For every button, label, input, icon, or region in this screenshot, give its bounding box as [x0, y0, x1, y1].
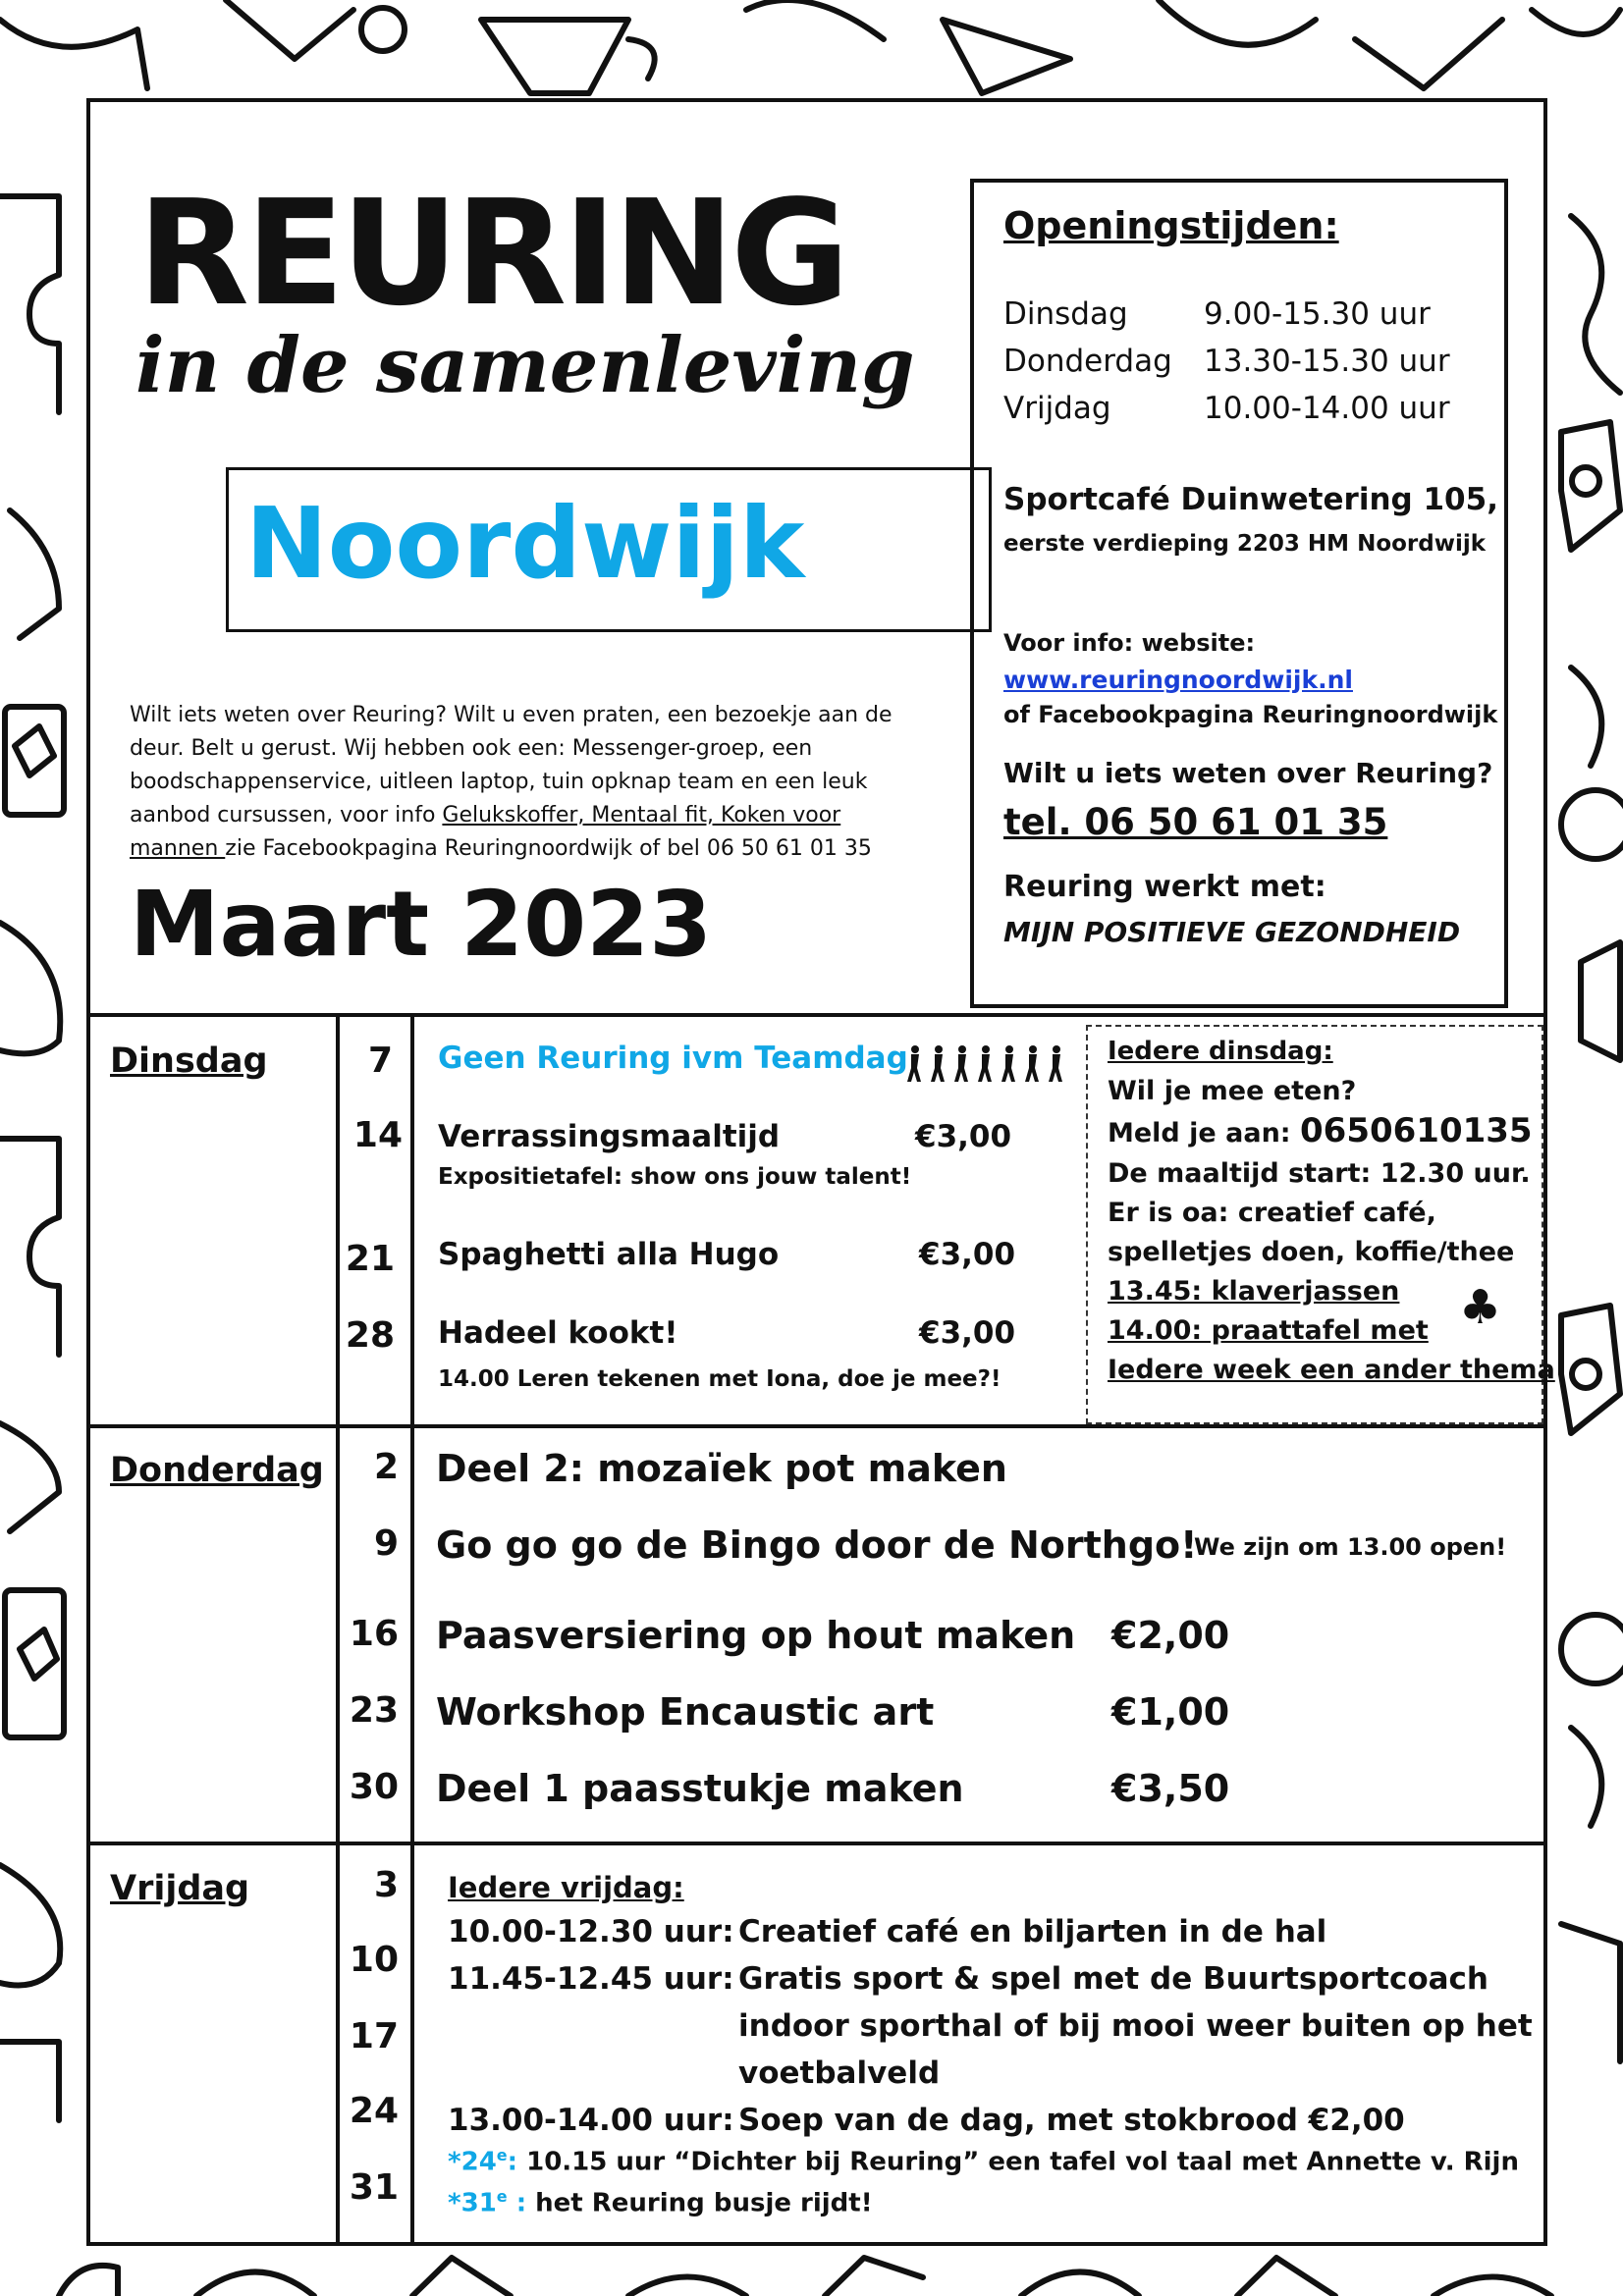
schedule-text: Gratis sport & spel met de Buurtsportcoach	[738, 1961, 1488, 1997]
date: 30	[349, 1767, 399, 1807]
event-price: €3,00	[915, 1119, 1012, 1154]
date: 24	[349, 2091, 399, 2131]
event-title: Geen Reuring ivm Teamdag	[438, 1041, 908, 1076]
info-box	[970, 179, 1508, 1008]
date: 21	[345, 1239, 395, 1279]
intro-link-mannen[interactable]: mannen	[130, 836, 226, 861]
event-title: Go go go de Bingo door de Northgo!	[436, 1523, 1198, 1567]
flyer	[86, 98, 1555, 2246]
date: 9	[373, 1523, 399, 1564]
date: 23	[349, 1690, 399, 1731]
date: 2	[373, 1447, 399, 1487]
date: 31	[349, 2167, 399, 2208]
column-divider	[410, 1013, 414, 2246]
dancers-icon	[905, 1042, 1068, 1086]
divider	[90, 1424, 1543, 1428]
schedule-time: 11.45-12.45 uur:	[448, 1961, 734, 1997]
friday-heading: Iedere vrijdag:	[448, 1871, 684, 1904]
event-title: Hadeel kookt!	[438, 1315, 678, 1351]
event-note: We zijn om 13.00 open!	[1194, 1533, 1507, 1561]
opening-hours: Dinsdag 9.00-15.30 uur Donderdag 13.30-15.30 uur Vrijdag 10.00-14.00 uur	[1003, 296, 1450, 426]
tuesday-info-box: Iedere dinsdag: Wil je mee eten? Meld je aan: 0650610135 De maaltijd start: 12.30 uur. Er is oa: creatief café, spelletjes doen, koffie/thee 13.45: klaverjassen 14.00: praattafel met Iedere week een ander thema ♣	[1086, 1025, 1543, 1424]
schedule-time: 10.00-12.30 uur:	[448, 1914, 734, 1949]
event-price: €2,00	[1111, 1614, 1230, 1657]
date: 16	[349, 1614, 399, 1654]
brand-subtitle: in de samenleving	[135, 321, 915, 410]
intro-text: Wilt iets weten over Reuring? Wilt u even praten, een bezoekje aan de deur. Belt u gerust. Wij hebben ook een: Messenger-groep, een boodschappenservice, uitleen laptop, tuin opknap team en een leuk aanbod cursussen, voor info Gelukskoffer, Mentaal fit, Koken voor mannen zie Facebookpagina Reuringnoordwijk of bel 06 50 61 01 35	[130, 703, 893, 861]
day-donderdag: Donderdag	[110, 1451, 324, 1490]
divider	[90, 1842, 1543, 1845]
friday-note: *24e: 10.15 uur “Dichter bij Reuring” een tafel vol taal met Annette v. Rijn	[448, 2146, 1519, 2177]
event-title: Verrassingsmaaltijd	[438, 1119, 781, 1154]
event-price: €3,50	[1111, 1767, 1230, 1810]
brand-title: REURING	[137, 169, 846, 338]
phone-number[interactable]: tel. 06 50 61 01 35	[1003, 801, 1388, 843]
date: 7	[367, 1041, 393, 1081]
event-title: Spaghetti alla Hugo	[438, 1237, 780, 1272]
date: 28	[345, 1315, 395, 1356]
city-name: Noordwijk	[245, 486, 805, 601]
club-icon: ♣	[1459, 1280, 1502, 1335]
address-line-2: eerste verdieping 2203 HM Noordwijk	[1003, 531, 1487, 557]
event-title: Deel 1 paasstukje maken	[436, 1767, 964, 1810]
event-title: Paasversiering op hout maken	[436, 1614, 1076, 1657]
date: 10	[349, 1940, 399, 1980]
ask-text: Wilt u iets weten over Reuring?	[1003, 757, 1493, 789]
day-vrijdag: Vrijdag	[110, 1869, 250, 1908]
works-with-label: Reuring werkt met:	[1003, 870, 1326, 904]
event-price: €1,00	[1111, 1690, 1230, 1734]
schedule-text: Creatief café en biljarten in de hal	[738, 1914, 1327, 1949]
schedule-text: indoor sporthal of bij mooi weer buiten op het	[738, 2008, 1533, 2044]
event-title: Deel 2: mozaïek pot maken	[436, 1447, 1007, 1490]
schedule-text: voetbalveld	[738, 2056, 941, 2091]
date: 14	[352, 1115, 403, 1155]
friday-note: *31e : het Reuring busje rijdt!	[448, 2187, 873, 2218]
address-line-1: Sportcafé Duinwetering 105,	[1003, 482, 1498, 517]
event-price: €3,00	[919, 1237, 1016, 1272]
event-title: Workshop Encaustic art	[436, 1690, 935, 1734]
event-note: 14.00 Leren tekenen met Iona, doe je mee?!	[438, 1366, 1001, 1392]
positive-health: MIJN POSITIEVE GEZONDHEID	[1003, 916, 1461, 948]
event-note: Expositietafel: show ons jouw talent!	[438, 1164, 912, 1190]
divider	[90, 1013, 1543, 1017]
info-label: Voor info: website:	[1003, 629, 1256, 657]
schedule-text: Soep van de dag, met stokbrood €2,00	[738, 2103, 1405, 2138]
facebook-text: of Facebookpagina Reuringnoordwijk	[1003, 701, 1498, 728]
intro-link[interactable]: Gelukskoffer, Mentaal fit, Koken voor	[442, 803, 841, 828]
opening-hours-title: Openingstijden:	[1003, 204, 1339, 247]
event-price: €3,00	[919, 1315, 1016, 1351]
month-title: Maart 2023	[130, 872, 713, 977]
schedule-time: 13.00-14.00 uur:	[448, 2103, 734, 2138]
website-link[interactable]: www.reuringnoordwijk.nl	[1003, 666, 1353, 694]
date: 3	[373, 1865, 399, 1905]
day-dinsdag: Dinsdag	[110, 1041, 268, 1081]
date: 17	[349, 2016, 399, 2056]
